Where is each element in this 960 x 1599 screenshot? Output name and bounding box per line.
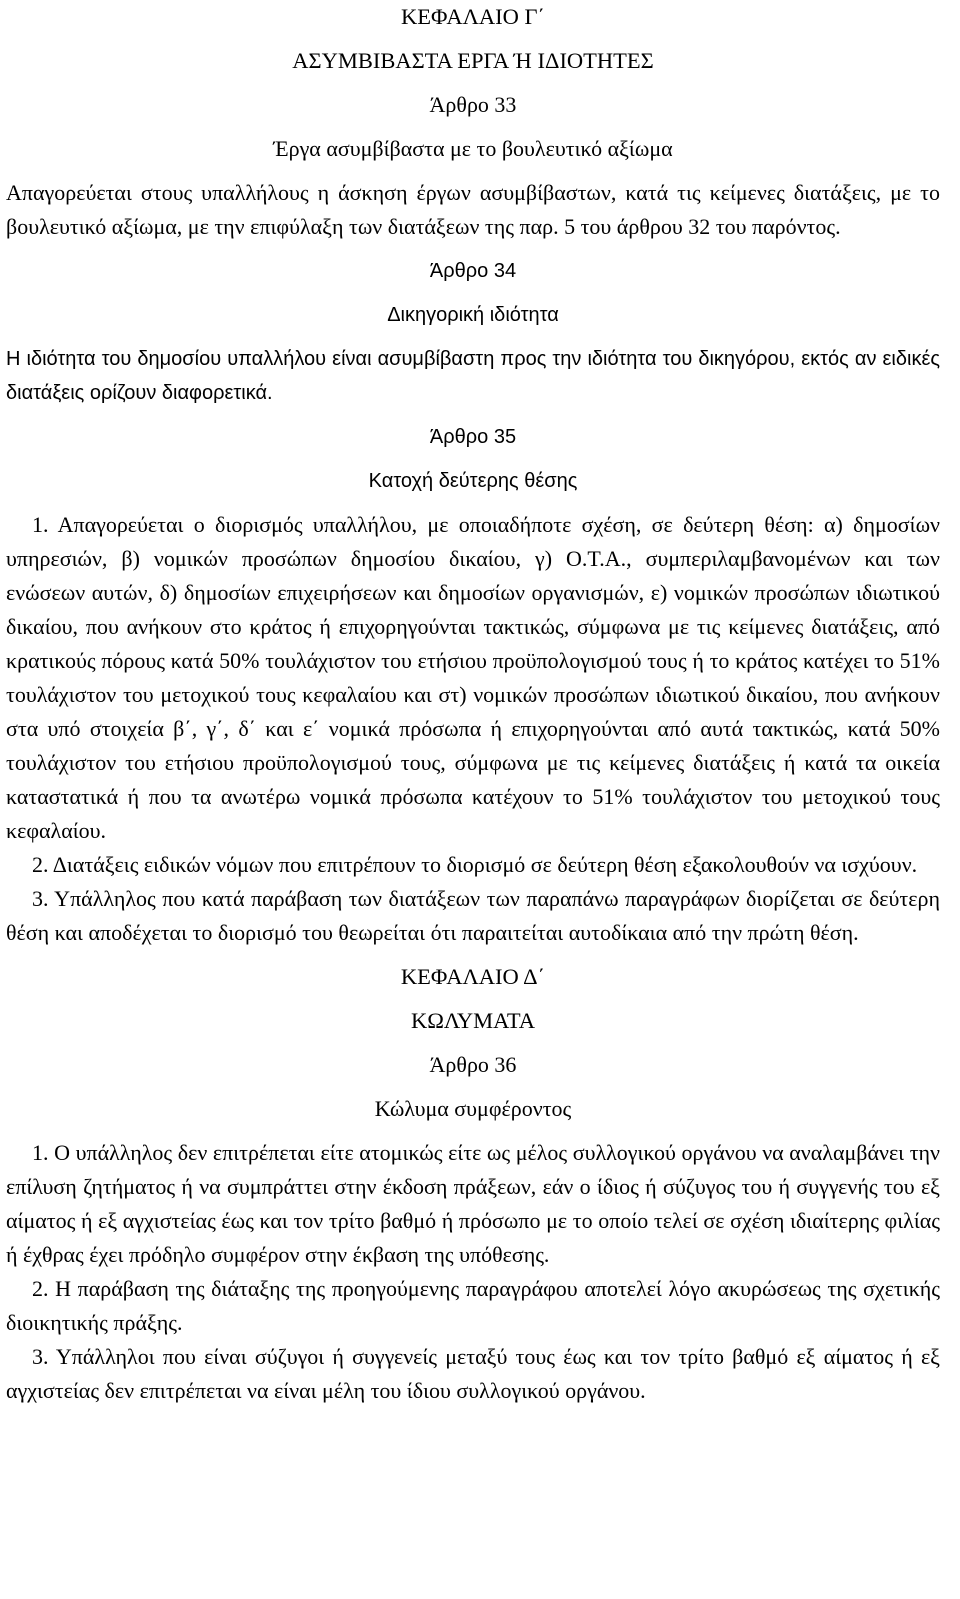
chapter-d-heading: ΚΕΦΑΛΑΙΟ Δ΄ bbox=[400, 964, 546, 989]
article-34-title: Δικηγορική ιδιότητα bbox=[387, 304, 559, 326]
document-page bbox=[6, 0, 940, 1408]
article-34-number: Άρθρο 34 bbox=[429, 260, 517, 282]
article-35-title: Κατοχή δεύτερης θέσης bbox=[368, 470, 578, 492]
article-35-paragraph-1: 1. Απαγορεύεται ο διορισμός υπαλλήλου, με οποιαδήποτε σχέση, σε δεύτερη θέση: α) δημοσίων υπηρεσιών, β) νομικών προσώπων δημοσίου δικαίου, γ) Ο.Τ.Α., συμπεριλαμβανομένων και των ενώσεων αυτών, δ) δημοσίων επιχειρήσεων και δημοσίων οργανισμών, ε) νομικών προσώπων ιδιωτικού δικαίου, που ανήκουν στο κράτος ή επιχορηγούνται τακτικώς, σύμφωνα με τις κείμενες διατάξεις, από κρατικούς πόρους κατά 50% τουλάχιστον του ετήσιου προϋπολογισμού τους ή το κράτος κατέχει το 51% τουλάχιστον του μετοχικού τους κεφαλαίου και στ) νομικών προσώπων ιδιωτικού δικαίου, που ανήκουν στα υπό στοιχεία β΄, γ΄, δ΄ και ε΄ νομικά πρόσωπα ή επιχορηγούνται από αυτά τακτικώς, κατά 50% τουλάχιστον του ετήσιου προϋπολογισμού τους, σύμφωνα με τις κείμενες διατάξεις ή κατά τα οικεία καταστατικά ή που τα ανωτέρω νομικά πρόσωπα κατέχουν το 51% τουλάχιστον του μετοχικού τους κεφαλαίου. bbox=[6, 512, 940, 843]
article-34-text: Η ιδιότητα του δημοσίου υπαλλήλου είναι ασυμβίβαστη προς την ιδιότητα του δικηγόρου, εκτός αν ειδικές διατάξεις ορίζουν διαφορετικά. bbox=[6, 348, 940, 404]
article-36-paragraph-3: 3. Υπάλληλοι που είναι σύζυγοι ή συγγενείς μεταξύ τους έως και τον τρίτο βαθμό εξ αίματος ή εξ αγχιστείας δεν επιτρέπεται να είναι μέλη του ίδιου συλλογικού οργάνου. bbox=[6, 1344, 940, 1403]
article-35-paragraph-2: 2. Διατάξεις ειδικών νόμων που επιτρέπουν το διορισμό σε δεύτερη θέση εξακολουθούν να ισχύουν. bbox=[32, 852, 918, 877]
article-36-paragraph-1: 1. Ο υπάλληλος δεν επιτρέπεται είτε ατομικώς είτε ως μέλος συλλογικού οργάνου να αναλαμβάνει την επίλυση ζητήματος ή να συμπράττει στην έκδοση πράξεων, εάν ο ίδιος ή σύζυγος του ή συγγενής του εξ αίματος ή εξ αγχιστείας έως και τον τρίτο βαθμό ή πρόσωπο με το οποίο τελεί σε σχέση ιδιαίτερης φιλίας ή έχθρας έχει πρόδηλο συμφέρον στην έκβαση της υπόθεσης. bbox=[6, 1140, 940, 1267]
article-35-paragraph-3: 3. Υπάλληλος που κατά παράβαση των διατάξεων των παραπάνω παραγράφων διορίζεται σε δεύτερη θέση και αποδέχεται το διορισμό του θεωρείται ότι παραιτείται αυτοδίκαια από την πρώτη θέση. bbox=[6, 886, 940, 945]
article-36-title: Κώλυμα συμφέροντος bbox=[374, 1096, 572, 1121]
chapter-g-heading: ΚΕΦΑΛΑΙΟ Γ΄ bbox=[400, 4, 546, 29]
article-36-paragraph-2: 2. Η παράβαση της διάταξης της προηγούμενης παραγράφου αποτελεί λόγο ακυρώσεως της σχετικής διοικητικής πράξης. bbox=[6, 1276, 940, 1335]
chapter-d-title: ΚΩΛΥΜΑΤΑ bbox=[410, 1008, 536, 1033]
article-33-number: Άρθρο 33 bbox=[429, 92, 517, 117]
article-36-number: Άρθρο 36 bbox=[429, 1052, 517, 1077]
article-33-text: Απαγορεύεται στους υπαλλήλους η άσκηση έργων ασυμβίβαστων, κατά τις κείμενες διατάξεις, με το βουλευτικό αξίωμα, με την επιφύλαξη των διατάξεων της παρ. 5 του άρθρου 32 του παρόντος. bbox=[6, 180, 940, 239]
chapter-g-title: ΑΣΥΜΒΙΒΑΣΤΑ ΕΡΓΑ Ή ΙΔΙΟΤΗΤΕΣ bbox=[292, 48, 654, 73]
article-33-title: Έργα ασυμβίβαστα με το βουλευτικό αξίωμα bbox=[273, 136, 673, 161]
article-35-number: Άρθρο 35 bbox=[429, 426, 517, 448]
